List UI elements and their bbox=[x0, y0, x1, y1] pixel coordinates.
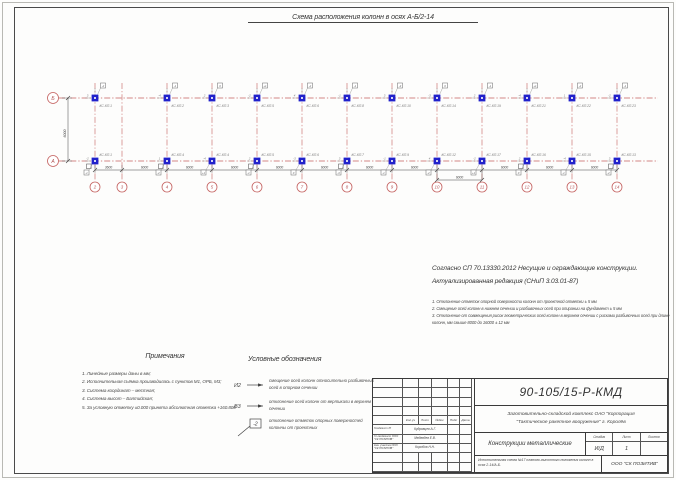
svg-text:-4: -4 bbox=[158, 93, 161, 98]
plumb-arrow-icon bbox=[233, 399, 269, 417]
stamp-cell: Дата bbox=[460, 416, 472, 425]
legend-entry-elevation bbox=[233, 418, 375, 443]
svg-text:-2: -2 bbox=[157, 170, 160, 175]
stamp-cell: Гл.геодезист ООО "СК ПОЗИТИВ" bbox=[373, 435, 403, 444]
svg-text:-2: -2 bbox=[473, 156, 476, 161]
svg-text:-1: -1 bbox=[353, 83, 357, 88]
stamp-cell bbox=[460, 398, 472, 407]
stamp-cell: Кудрявцев А.Г. bbox=[403, 425, 448, 434]
svg-text:3: 3 bbox=[338, 156, 341, 161]
svg-text:3: 3 bbox=[383, 93, 386, 98]
svg-text:6000: 6000 bbox=[545, 165, 554, 170]
stamp-cell bbox=[460, 444, 472, 453]
offset-arrow-icon bbox=[233, 378, 269, 396]
svg-text:КС-КП.2: КС-КП.2 bbox=[171, 104, 184, 108]
svg-text:6000: 6000 bbox=[410, 165, 419, 170]
stamp-cell bbox=[403, 463, 419, 472]
svg-text:КС-КП.23: КС-КП.23 bbox=[621, 104, 636, 108]
svg-text:14: 14 bbox=[614, 184, 620, 190]
svg-text:-1: -1 bbox=[338, 93, 341, 98]
stamp-cell bbox=[419, 398, 432, 407]
stamp-cell bbox=[448, 398, 460, 407]
svg-text:6000: 6000 bbox=[62, 129, 67, 138]
svg-text:-1: -1 bbox=[562, 170, 565, 175]
note-item: 4. Система высот – Балтийская; bbox=[82, 396, 153, 402]
svg-text:КС-КП.19: КС-КП.19 bbox=[486, 104, 501, 108]
company-name: ООО "СК ПОЗИТИВ" bbox=[611, 461, 658, 467]
project-name-line1: Заготовительно-складской комплекс ОАО "Корпорация bbox=[507, 411, 635, 417]
stamp-cell bbox=[460, 388, 472, 397]
stamp-cell bbox=[403, 453, 419, 462]
svg-text:6000: 6000 bbox=[500, 165, 509, 170]
title-block-signatures bbox=[373, 379, 475, 472]
svg-text:КС-КП.8: КС-КП.8 bbox=[351, 104, 364, 108]
svg-text:2: 2 bbox=[248, 156, 251, 161]
svg-text:6000: 6000 bbox=[320, 165, 329, 170]
stamp-cell bbox=[432, 453, 448, 462]
stamp-cell bbox=[373, 463, 403, 472]
legend-entry-plumb bbox=[233, 399, 375, 417]
stamp-cell: Медведев Е.В. bbox=[403, 435, 448, 444]
stamp-cell bbox=[448, 379, 460, 388]
sheet-cell bbox=[613, 433, 640, 455]
svg-text:7: 7 bbox=[300, 184, 304, 190]
stamp-cell bbox=[373, 416, 403, 425]
stamp-cell bbox=[460, 379, 472, 388]
legend-heading: Условные обозначения bbox=[248, 356, 322, 363]
svg-text:-1: -1 bbox=[173, 83, 177, 88]
svg-text:-2: -2 bbox=[86, 156, 89, 161]
legend-entry-text: отклонение отметок опорных поверхностей колонны от проектных bbox=[269, 418, 363, 430]
svg-text:КС-КП.15: КС-КП.15 bbox=[576, 153, 591, 157]
sp-note-items bbox=[432, 298, 670, 327]
svg-text:-1: -1 bbox=[247, 170, 250, 175]
stamp-cell bbox=[373, 379, 403, 388]
svg-text:-3: -3 bbox=[337, 170, 340, 175]
svg-text:-2: -2 bbox=[253, 421, 258, 428]
svg-text:4: 4 bbox=[428, 156, 431, 161]
svg-text:КС-КП.9: КС-КП.9 bbox=[396, 153, 409, 157]
svg-text:6000: 6000 bbox=[455, 175, 464, 180]
stamp-cell bbox=[373, 407, 403, 416]
stamp-cell: Коробов Н.Н. bbox=[403, 444, 448, 453]
sp-note-item: 1. Отклонение отметок опорной поверхности колонн от проектной отметки ± 5 мм bbox=[432, 299, 597, 304]
stamp-cell bbox=[448, 453, 460, 462]
svg-text:2: 2 bbox=[518, 156, 521, 161]
stamp-cell bbox=[403, 398, 419, 407]
svg-text:4: 4 bbox=[165, 184, 169, 190]
svg-text:-1: -1 bbox=[488, 83, 492, 88]
svg-text:КС-КП.4: КС-КП.4 bbox=[216, 153, 229, 157]
svg-text:КС-КП.3: КС-КП.3 bbox=[216, 104, 229, 108]
svg-text:-1: -1 bbox=[382, 170, 385, 175]
stamp-cell bbox=[460, 435, 472, 444]
svg-text:6000: 6000 bbox=[275, 165, 284, 170]
svg-text:КС-КП.17: КС-КП.17 bbox=[486, 153, 501, 157]
stamp-cell bbox=[373, 398, 403, 407]
stamp-signature-table bbox=[373, 379, 474, 472]
stamp-cell: Кол.уч bbox=[403, 416, 419, 425]
svg-text:2: 2 bbox=[203, 93, 206, 98]
stage-label: Стадия bbox=[586, 433, 612, 442]
svg-text:КС-КП.12: КС-КП.12 bbox=[441, 153, 456, 157]
svg-text:-2: -2 bbox=[608, 93, 611, 98]
svg-text:9: 9 bbox=[390, 184, 394, 190]
svg-text:Б: Б bbox=[51, 95, 55, 102]
svg-text:-3: -3 bbox=[428, 93, 431, 98]
svg-text:-2: -2 bbox=[578, 83, 582, 88]
svg-text:КС-КП.10: КС-КП.10 bbox=[396, 104, 411, 108]
svg-text:3: 3 bbox=[608, 156, 611, 161]
svg-text:КС-КП.1: КС-КП.1 bbox=[99, 104, 112, 108]
svg-text:6000: 6000 bbox=[365, 165, 374, 170]
stage-value: И/Д bbox=[594, 445, 604, 452]
svg-text:6000: 6000 bbox=[185, 165, 194, 170]
svg-text:-1: -1 bbox=[383, 156, 386, 161]
stamp-cell: Лист bbox=[419, 416, 432, 425]
stamp-cell: Геодезист /П bbox=[373, 425, 403, 434]
svg-text:А: А bbox=[51, 158, 55, 165]
svg-text:2: 2 bbox=[93, 184, 97, 190]
stamp-cell bbox=[460, 453, 472, 462]
stamp-cell bbox=[448, 388, 460, 397]
sp-note-line2: Актуализированная редакция (СНиП 3.03.01-87) bbox=[432, 277, 579, 285]
stamp-cell bbox=[432, 463, 448, 472]
stamp-cell bbox=[460, 463, 472, 472]
stamp-cell bbox=[403, 379, 419, 388]
stamp-cell bbox=[460, 407, 472, 416]
svg-text:-2: -2 bbox=[308, 83, 312, 88]
svg-text:3: 3 bbox=[86, 93, 89, 98]
svg-text:-4: -4 bbox=[563, 156, 566, 161]
sp-note-heading bbox=[432, 263, 670, 288]
title-block bbox=[372, 378, 668, 473]
svg-text:0: 0 bbox=[444, 83, 446, 88]
stamp-cell bbox=[419, 407, 432, 416]
elevation-box-icon bbox=[233, 418, 269, 443]
stamp-cell bbox=[432, 407, 448, 416]
svg-text:-2: -2 bbox=[427, 170, 430, 175]
svg-text:3: 3 bbox=[120, 184, 124, 190]
svg-text:0: 0 bbox=[292, 170, 295, 175]
scheme-description: Исполнительная схема №17 планово-высотного положения колонн в осях 2-14/А-Б. bbox=[475, 456, 602, 472]
title-block-main bbox=[475, 379, 667, 472]
svg-text:1: 1 bbox=[563, 93, 566, 98]
stamp-cell bbox=[448, 435, 460, 444]
svg-text:-3: -3 bbox=[398, 83, 402, 88]
project-name-line2: "Тактическое ракетное вооружение" г. Королёв bbox=[516, 420, 626, 425]
svg-text:0: 0 bbox=[517, 170, 520, 175]
sheets-cell bbox=[641, 433, 667, 455]
stamp-cell bbox=[403, 388, 419, 397]
stamp-cell bbox=[432, 398, 448, 407]
svg-text:В3: В3 bbox=[234, 404, 241, 410]
drawing-title: Схема расположения колонн в осях А-Б/2-14 bbox=[248, 14, 478, 23]
stamp-cell bbox=[419, 379, 432, 388]
sheet-label: Лист bbox=[613, 433, 639, 442]
svg-text:6000: 6000 bbox=[230, 165, 239, 170]
sp-note-line1: Согласно СП 70.13330.2012 Несущие и ограждающие конструкции. bbox=[432, 265, 638, 272]
svg-text:-1: -1 bbox=[623, 83, 627, 88]
stamp-cell bbox=[460, 425, 472, 434]
legend-entry-text: отклонение осей колонн от вертикали в верхнем сечении bbox=[269, 399, 371, 411]
svg-text:-1: -1 bbox=[85, 170, 88, 175]
svg-text:+1: +1 bbox=[201, 170, 206, 175]
stamp-cell: Нач. участка ООО "СК ПОЗИТИВ" bbox=[373, 444, 403, 453]
svg-text:КС-КП.21: КС-КП.21 bbox=[531, 104, 546, 108]
sheets-label: Листов bbox=[641, 433, 667, 442]
document-type: Конструкции металлические bbox=[475, 433, 586, 455]
svg-text:+1: +1 bbox=[471, 170, 476, 175]
svg-text:КС-КП.6: КС-КП.6 bbox=[306, 104, 319, 108]
svg-text:КС-КП.6: КС-КП.6 bbox=[306, 153, 319, 157]
svg-text:КС-КП.22: КС-КП.22 bbox=[576, 104, 591, 108]
stamp-type-stage-row bbox=[475, 433, 667, 456]
svg-text:6: 6 bbox=[255, 184, 259, 190]
note-item: 5. За условную отметку ±0.000 принята абсолютная отметка +160.800 bbox=[82, 404, 236, 410]
project-name bbox=[475, 406, 667, 433]
stamp-cell: Подп bbox=[448, 416, 460, 425]
legend-entry-text: смещение осей колонн относительно разбивочных осей в опорном сечении bbox=[269, 378, 374, 390]
stamp-cell bbox=[448, 444, 460, 453]
stamp-cell bbox=[373, 453, 403, 462]
stamp-cell bbox=[432, 379, 448, 388]
notes-heading: Примечания bbox=[145, 353, 185, 360]
sp-note-item: 2. Смещение осей колонн в нижнем сечении и разбивочных осей при опирании на фундамент ± 5 мм bbox=[432, 306, 622, 312]
svg-text:0: 0 bbox=[219, 83, 221, 88]
stamp-description-row bbox=[475, 456, 667, 472]
svg-text:11: 11 bbox=[479, 184, 485, 190]
stamp-cell bbox=[419, 453, 432, 462]
stamp-cell bbox=[403, 407, 419, 416]
svg-text:+1: +1 bbox=[263, 83, 267, 88]
stamp-cell: №док bbox=[432, 416, 448, 425]
svg-text:КС-КП.13: КС-КП.13 bbox=[621, 153, 636, 157]
svg-text:-4: -4 bbox=[518, 93, 521, 98]
stage-cell bbox=[586, 433, 613, 455]
document-number: 90-105/15-Р-КМД bbox=[475, 379, 667, 406]
svg-text:КС-КП.16: КС-КП.16 bbox=[531, 153, 546, 157]
svg-text:КС-КП.5: КС-КП.5 bbox=[261, 153, 274, 157]
stamp-cell bbox=[432, 388, 448, 397]
note-item: 2. Исполнительная съёмка производилась с пунктов М1, ОРБ, М3; bbox=[82, 379, 222, 385]
svg-text:КС-КП.14: КС-КП.14 bbox=[441, 104, 456, 108]
stamp-cell bbox=[373, 388, 403, 397]
sp-note-item: 3. Отклонение от совмещения рисок геометрических осей колонн в верхнем сечении с рисками разбивочных осей при длине колонн, мм свыше 8000 до 16000 ± 12 мм bbox=[432, 313, 670, 326]
svg-text:6000: 6000 bbox=[590, 165, 599, 170]
stamp-cell bbox=[419, 388, 432, 397]
svg-text:КС-КП.7: КС-КП.7 bbox=[351, 153, 364, 157]
legend-entry-offset bbox=[233, 378, 375, 396]
svg-text:12: 12 bbox=[524, 184, 530, 190]
stamp-cell bbox=[419, 463, 432, 472]
svg-text:КС-КП.4: КС-КП.4 bbox=[171, 153, 184, 157]
notes-list bbox=[82, 370, 250, 412]
svg-text:10: 10 bbox=[434, 184, 440, 190]
svg-text:6000: 6000 bbox=[140, 165, 149, 170]
svg-text:-4: -4 bbox=[203, 156, 206, 161]
stamp-cell bbox=[448, 425, 460, 434]
svg-text:8: 8 bbox=[345, 184, 349, 190]
svg-text:5: 5 bbox=[210, 184, 214, 190]
svg-text:13: 13 bbox=[569, 184, 575, 190]
svg-text:КС-КП.5: КС-КП.5 bbox=[261, 104, 274, 108]
svg-text:-2: -2 bbox=[607, 170, 610, 175]
svg-text:КС-КП.1: КС-КП.1 bbox=[99, 153, 112, 157]
svg-text:-2: -2 bbox=[101, 83, 105, 88]
sheets-value bbox=[641, 442, 667, 455]
svg-text:-3: -3 bbox=[293, 156, 296, 161]
svg-text:+1: +1 bbox=[533, 83, 537, 88]
svg-text:4: 4 bbox=[293, 93, 296, 98]
sheet-value: 1 bbox=[624, 445, 629, 452]
svg-text:2: 2 bbox=[473, 93, 476, 98]
column-layout-plan bbox=[38, 56, 670, 208]
note-item: 3. Система координат – местная; bbox=[82, 387, 156, 393]
stamp-cell bbox=[448, 463, 460, 472]
svg-text:3600: 3600 bbox=[104, 165, 113, 170]
stamp-cell bbox=[448, 407, 460, 416]
svg-text:И2: И2 bbox=[234, 383, 241, 389]
note-item: 1. Линейные размеры даны в мм; bbox=[82, 371, 151, 376]
svg-text:1: 1 bbox=[158, 156, 161, 161]
svg-text:-2: -2 bbox=[248, 93, 251, 98]
